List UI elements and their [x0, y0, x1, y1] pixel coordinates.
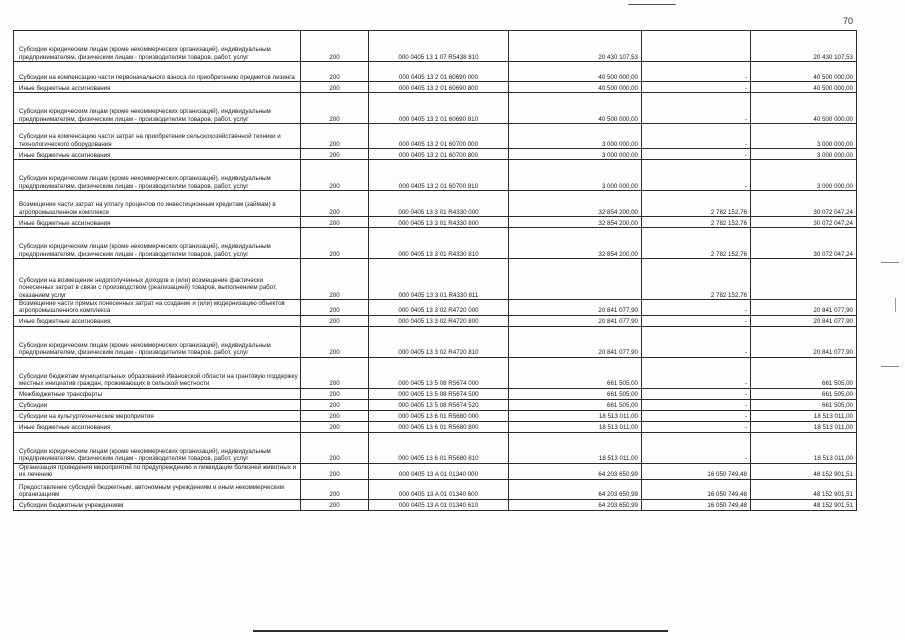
- row-ministry-code: 200: [301, 432, 369, 463]
- row-ministry-code: 200: [301, 399, 369, 410]
- row-budget-code: 000 0405 13 3 02 R4720 000: [369, 300, 509, 316]
- row-budget-code: 000 0405 13 2 01 60690 000: [369, 62, 509, 82]
- row-plan-amount: 18 513 011,00: [509, 432, 642, 463]
- row-name: Субсидии бюджетным учреждениям: [14, 499, 301, 510]
- row-total-amount: 48 152 901,51: [751, 463, 857, 479]
- table-row: [14, 93, 857, 124]
- row-total-amount: 661 505,00: [751, 357, 857, 388]
- top-rule: [628, 4, 676, 5]
- row-ministry-code: 200: [301, 315, 369, 326]
- row-budget-code: 000 0405 13 3 01 R4330 810: [369, 228, 509, 259]
- row-total-amount: 3 000 000,00: [751, 124, 857, 149]
- table-row: [14, 479, 857, 499]
- row-plan-amount: 32 854 200,00: [509, 228, 642, 259]
- row-total-amount: 20 841 077,90: [751, 315, 857, 326]
- row-name: Организация проведения мероприятий по предупреждению и ликвидации болезней животных и их лечению: [14, 463, 301, 479]
- row-name: Субсидии на возмещение недополученных доходов и (или) возмещение фактически понесенных затрат в связи с производством (реализацией) товаров, выполнением работ, оказанием услуг: [14, 259, 301, 300]
- row-ministry-code: 200: [301, 31, 369, 62]
- row-plan-amount: 661 505,00: [509, 388, 642, 399]
- table-row: [14, 499, 857, 510]
- row-plan-amount: 64 203 650,99: [509, 499, 642, 510]
- row-plan-amount: 661 505,00: [509, 399, 642, 410]
- row-budget-code: 000 0405 13 2 01 60700 800: [369, 149, 509, 160]
- row-change-amount: -: [642, 357, 751, 388]
- row-change-amount: 2 782 152,76: [642, 228, 751, 259]
- row-plan-amount: 3 000 000,00: [509, 160, 642, 191]
- row-budget-code: 000 0405 13 A 01 01340 000: [369, 463, 509, 479]
- row-name: Иные бюджетные ассигнования: [14, 315, 301, 326]
- row-ministry-code: 200: [301, 479, 369, 499]
- row-change-amount: 2 782 152,76: [642, 217, 751, 228]
- row-plan-amount: 18 513 011,00: [509, 410, 642, 421]
- row-total-amount: 40 500 000,00: [751, 93, 857, 124]
- row-change-amount: -: [642, 326, 751, 357]
- row-total-amount: 20 841 077,90: [751, 326, 857, 357]
- row-change-amount: -: [642, 124, 751, 149]
- margin-mark: [881, 262, 899, 263]
- row-budget-code: 000 0405 13 6 01 R5680 000: [369, 410, 509, 421]
- row-total-amount: 18 513 011,00: [751, 410, 857, 421]
- table-row: [14, 410, 857, 421]
- row-change-amount: -: [642, 388, 751, 399]
- table-row: [14, 421, 857, 432]
- table-row: [14, 160, 857, 191]
- row-name: Субсидии юридическим лицам (кроме некоммерческих организаций), индивидуальным предпринимателям, физическим лицам - производителям товаров, работ, услуг: [14, 326, 301, 357]
- row-ministry-code: 200: [301, 149, 369, 160]
- row-name: Субсидии юридическим лицам (кроме некоммерческих организаций), индивидуальным предпринимателям, физическим лицам - производителям товаров, работ, услуг: [14, 93, 301, 124]
- row-ministry-code: 200: [301, 62, 369, 82]
- row-change-amount: -: [642, 62, 751, 82]
- row-name: Иные бюджетные ассигнования: [14, 82, 301, 93]
- table-row: [14, 217, 857, 228]
- row-plan-amount: 20 430 107,53: [509, 31, 642, 62]
- row-ministry-code: 200: [301, 388, 369, 399]
- row-plan-amount: 20 841 077,90: [509, 326, 642, 357]
- table-row: [14, 388, 857, 399]
- row-ministry-code: 200: [301, 410, 369, 421]
- row-change-amount: -: [642, 300, 751, 316]
- table-row: [14, 191, 857, 217]
- row-budget-code: 000 0405 13 3 01 R4330 800: [369, 217, 509, 228]
- row-change-amount: -: [642, 399, 751, 410]
- row-change-amount: 16 050 749,48: [642, 463, 751, 479]
- row-total-amount: 30 072 047,24: [751, 217, 857, 228]
- row-plan-amount: 661 505,00: [509, 357, 642, 388]
- row-total-amount: 3 000 000,00: [751, 160, 857, 191]
- row-name: Иные бюджетные ассигнования: [14, 217, 301, 228]
- table-row: [14, 124, 857, 149]
- row-name: Субсидии юридическим лицам (кроме некоммерческих организаций), индивидуальным предпринимателям, физическим лицам - производителям товаров, работ, услуг: [14, 31, 301, 62]
- table-row: [14, 357, 857, 388]
- row-ministry-code: 200: [301, 421, 369, 432]
- row-plan-amount: 3 000 000,00: [509, 124, 642, 149]
- row-total-amount: 18 513 011,00: [751, 432, 857, 463]
- row-budget-code: 000 0405 13 6 01 R5680 810: [369, 432, 509, 463]
- row-budget-code: 000 0405 13 5 08 R5674 500: [369, 388, 509, 399]
- row-change-amount: -: [642, 421, 751, 432]
- table-row: [14, 82, 857, 93]
- row-change-amount: -: [642, 82, 751, 93]
- row-budget-code: 000 0405 13 1 07 R5438 810: [369, 31, 509, 62]
- row-budget-code: 000 0405 13 A 01 01340 600: [369, 479, 509, 499]
- row-ministry-code: 200: [301, 259, 369, 300]
- row-total-amount: 30 072 047,24: [751, 228, 857, 259]
- row-plan-amount: 40 500 000,00: [509, 93, 642, 124]
- row-plan-amount: 64 203 650,99: [509, 463, 642, 479]
- row-name: Субсидии: [14, 399, 301, 410]
- row-name: Субсидии на компенсацию части первоначального взноса по приобретению предметов лизинга: [14, 62, 301, 82]
- row-change-amount: -: [642, 160, 751, 191]
- row-ministry-code: 200: [301, 357, 369, 388]
- row-plan-amount: 32 854 200,00: [509, 217, 642, 228]
- row-name: Возмещение части прямых понесенных затрат на создание и (или) модернизацию объектов агропромышленного комплекса: [14, 300, 301, 316]
- row-change-amount: 2 782 152,76: [642, 259, 751, 300]
- row-plan-amount: 20 841 077,90: [509, 300, 642, 316]
- row-total-amount: [751, 259, 857, 300]
- margin-mark: [881, 366, 899, 367]
- row-change-amount: 2 782 152,76: [642, 191, 751, 217]
- row-name: Субсидии юридическим лицам (кроме некоммерческих организаций), индивидуальным предпринимателям, физическим лицам - производителям товаров, работ, услуг: [14, 228, 301, 259]
- row-name: Субсидии на культуртехнические мероприятия: [14, 410, 301, 421]
- row-budget-code: 000 0405 13 5 08 R5674 520: [369, 399, 509, 410]
- margin-mark: [895, 298, 899, 312]
- bottom-rule: [253, 630, 668, 632]
- row-change-amount: -: [642, 93, 751, 124]
- row-ministry-code: 200: [301, 300, 369, 316]
- row-name: Иные бюджетные ассигнования: [14, 421, 301, 432]
- row-ministry-code: 200: [301, 326, 369, 357]
- row-plan-amount: 3 000 000,00: [509, 149, 642, 160]
- table-row: [14, 259, 857, 300]
- budget-table: [13, 30, 857, 511]
- row-total-amount: 661 505,00: [751, 388, 857, 399]
- row-budget-code: 000 0405 13 6 01 R5680 800: [369, 421, 509, 432]
- row-ministry-code: 200: [301, 82, 369, 93]
- row-name: Субсидии бюджетам муниципальных образований Ивановской области на грантовую поддержку местных инициатив граждан, проживающих в сельской местности: [14, 357, 301, 388]
- row-budget-code: 000 0405 13 3 01 R4330 811: [369, 259, 509, 300]
- row-budget-code: 000 0405 13 3 01 R4330 000: [369, 191, 509, 217]
- row-total-amount: 3 000 000,00: [751, 149, 857, 160]
- row-plan-amount: [509, 259, 642, 300]
- row-ministry-code: 200: [301, 463, 369, 479]
- row-ministry-code: 200: [301, 191, 369, 217]
- row-budget-code: 000 0405 13 5 08 R5674 000: [369, 357, 509, 388]
- row-name: Межбюджетные трансферты: [14, 388, 301, 399]
- table-row: [14, 149, 857, 160]
- row-budget-code: 000 0405 13 3 02 R4720 810: [369, 326, 509, 357]
- row-total-amount: 20 841 077,90: [751, 300, 857, 316]
- row-total-amount: 18 513 011,00: [751, 421, 857, 432]
- row-plan-amount: 32 854 200,00: [509, 191, 642, 217]
- row-ministry-code: 200: [301, 228, 369, 259]
- row-change-amount: 16 050 749,48: [642, 499, 751, 510]
- row-ministry-code: 200: [301, 124, 369, 149]
- row-change-amount: -: [642, 410, 751, 421]
- row-total-amount: 20 430 107,53: [751, 31, 857, 62]
- table-row: [14, 228, 857, 259]
- row-name: Иные бюджетные ассигнования: [14, 149, 301, 160]
- budget-table-body: [14, 31, 857, 511]
- table-row: [14, 300, 857, 316]
- row-budget-code: 000 0405 13 2 01 60690 810: [369, 93, 509, 124]
- row-change-amount: -: [642, 149, 751, 160]
- row-ministry-code: 200: [301, 217, 369, 228]
- row-total-amount: 40 500 000,00: [751, 82, 857, 93]
- row-name: Субсидии на компенсацию части затрат на приобретение сельскохозяйственной техники и технологического оборудования: [14, 124, 301, 149]
- row-budget-code: 000 0405 13 3 02 R4720 800: [369, 315, 509, 326]
- row-name: Возмещение части затрат на уплату процентов по инвестиционным кредитам (займам) в агропромышленном комплексе: [14, 191, 301, 217]
- table-row: [14, 315, 857, 326]
- table-row: [14, 62, 857, 82]
- table-row: [14, 463, 857, 479]
- row-total-amount: 40 500 000,00: [751, 62, 857, 82]
- row-budget-code: 000 0405 13 2 01 60700 000: [369, 124, 509, 149]
- table-row: [14, 326, 857, 357]
- row-ministry-code: 200: [301, 160, 369, 191]
- row-plan-amount: 40 500 000,00: [509, 82, 642, 93]
- row-ministry-code: 200: [301, 499, 369, 510]
- row-name: Предоставление субсидий бюджетным, автономным учреждениям и иным некоммерческим организациям: [14, 479, 301, 499]
- row-change-amount: -: [642, 432, 751, 463]
- row-name: Субсидии юридическим лицам (кроме некоммерческих организаций), индивидуальным предпринимателям, физическим лицам - производителям товаров, работ, услуг: [14, 432, 301, 463]
- row-total-amount: 30 072 047,24: [751, 191, 857, 217]
- row-total-amount: 661 505,00: [751, 399, 857, 410]
- row-plan-amount: 20 841 077,90: [509, 315, 642, 326]
- row-plan-amount: 64 203 650,99: [509, 479, 642, 499]
- row-change-amount: 16 050 749,48: [642, 479, 751, 499]
- row-budget-code: 000 0405 13 A 01 01340 610: [369, 499, 509, 510]
- table-row: [14, 432, 857, 463]
- row-plan-amount: 18 513 011,00: [509, 421, 642, 432]
- table-row: [14, 31, 857, 62]
- row-plan-amount: 40 500 000,00: [509, 62, 642, 82]
- table-row: [14, 399, 857, 410]
- page-number: 70: [843, 16, 854, 26]
- row-budget-code: 000 0405 13 2 01 60700 810: [369, 160, 509, 191]
- row-ministry-code: 200: [301, 93, 369, 124]
- row-budget-code: 000 0405 13 2 01 60690 800: [369, 82, 509, 93]
- row-change-amount: -: [642, 315, 751, 326]
- row-total-amount: 48 152 901,51: [751, 479, 857, 499]
- row-total-amount: 48 152 901,51: [751, 499, 857, 510]
- row-name: Субсидии юридическим лицам (кроме некоммерческих организаций), индивидуальным предпринимателям, физическим лицам - производителям товаров, работ, услуг: [14, 160, 301, 191]
- row-change-amount: [642, 31, 751, 62]
